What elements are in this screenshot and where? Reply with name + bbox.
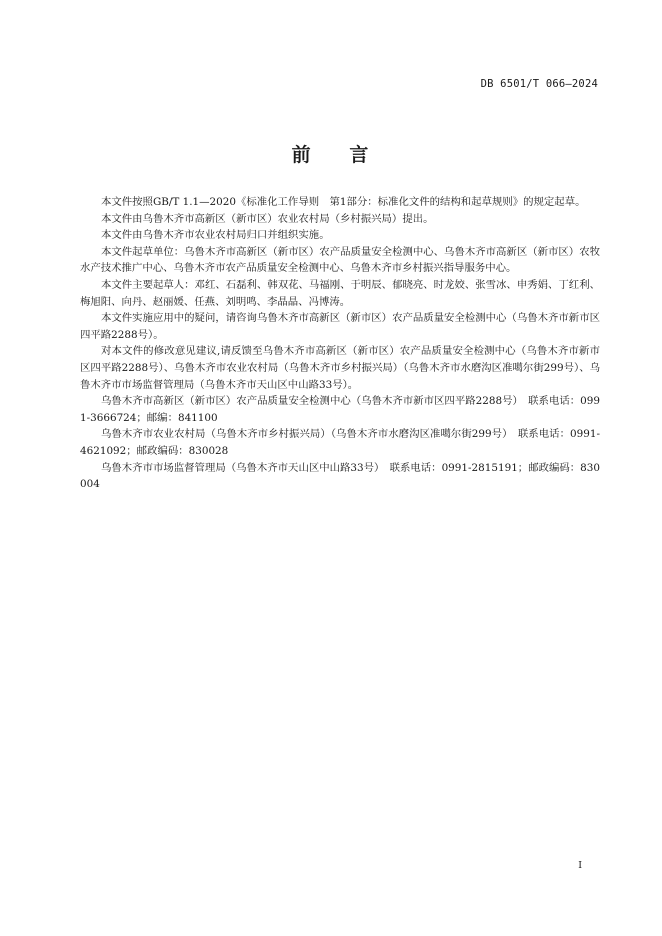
paragraph-drafting-rules: 本文件按照GB/T 1.1—2020《标准化工作导则 第1部分：标准化文件的结构和起草规则》的规定起草。 [101, 196, 586, 208]
paragraph-contact-testing-center: 乌鲁木齐市高新区（新市区）农产品质量安全检测中心（乌鲁木齐市新市区四平路2288号） 联系电话：0991-3666724；邮编：841100 [80, 395, 600, 424]
paragraph-contact-market-supervision: 乌鲁木齐市市场监督管理局（乌鲁木齐市天山区中山路33号） 联系电话：0991-2815191；邮政编码：830004 [80, 461, 600, 491]
page-number: I [578, 860, 582, 871]
title-char-2: 言 [349, 144, 371, 166]
paragraph-proposer: 本文件由乌鲁木齐市高新区（新市区）农业农村局（乡村振兴局）提出。 [101, 212, 434, 225]
standard-code: DB 6501/T 066—2024 [480, 78, 598, 90]
paragraph-inquiries: 本文件实施应用中的疑问，请咨询乌鲁木齐市高新区（新市区）农产品质量安全检测中心（乌鲁木齐市新市区四平路2288号）。 [80, 312, 600, 341]
paragraph-contact-agriculture-bureau: 乌鲁木齐市农业农村局（乌鲁木齐市乡村振兴局）（乌鲁木齐市水磨沟区准噶尔街299号） 联系电话：0991-4621092；邮政编码：830028 [80, 428, 600, 457]
document-body [80, 194, 600, 493]
paragraph-feedback: 对本文件的修改意见建议,请反馈至乌鲁木齐市高新区（新市区）农产品质量安全检测中心（乌鲁木齐市新市区四平路2288号）、乌鲁木齐市农业农村局（乌鲁木齐市乡村振兴局）（乌鲁木齐市水磨沟区准噶尔街299号）、乌鲁木齐市市场监督管理局（乌鲁木齐市天山区中山路33号）。 [80, 345, 600, 391]
title-char-1: 前 [291, 144, 313, 166]
page-title [0, 140, 662, 167]
paragraph-administration: 本文件由乌鲁木齐市农业农村局归口并组织实施。 [101, 229, 330, 242]
paragraph-drafters: 本文件主要起草人：邓红、石磊利、韩双花、马福刚、于明辰、郁晓亮、时龙姣、张雪冰、申秀娟、丁红利、梅旭阳、向丹、赵丽媛、任燕、刘明鸣、李晶晶、冯博涛。 [80, 278, 600, 308]
paragraph-drafting-units: 本文件起草单位：乌鲁木齐市高新区（新市区）农产品质量安全检测中心、乌鲁木齐市高新区（新市区）农牧水产技术推广中心、乌鲁木齐市农产品质量安全检测中心、乌鲁木齐市乡村振兴指导服务中心。 [80, 245, 600, 275]
